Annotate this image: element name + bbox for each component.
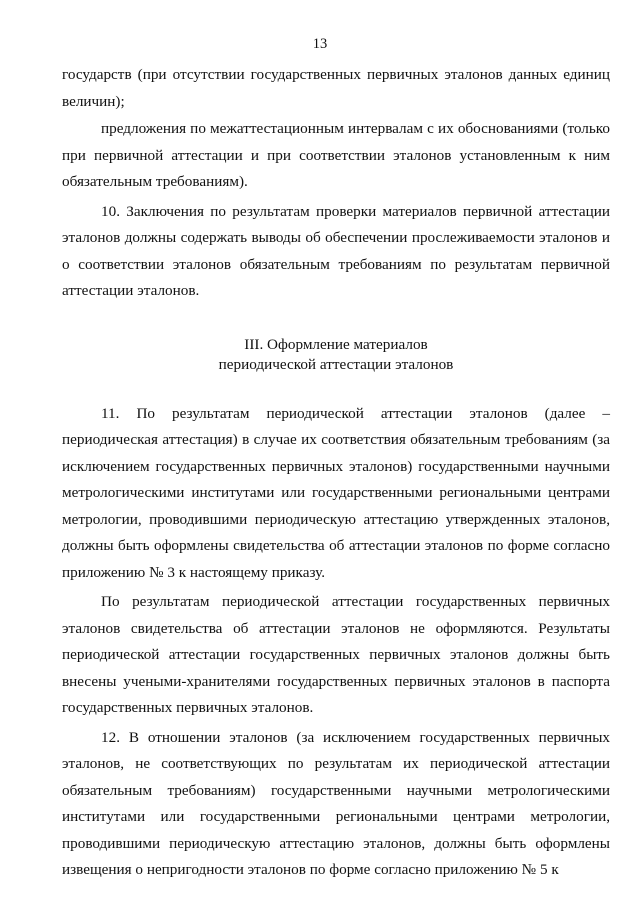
paragraph-interval-proposals: предложения по межаттестационным интервалам с их обоснованиями (только при первичной аттестации и при соответствии эталонов установленным к ним обязательным требованиям).: [62, 120, 610, 190]
paragraph-item-11: 11. По результатам периодической аттестации эталонов (далее – периодическая аттестация) в случае их соответствия обязательным требованиям (за исключением государственных первичных эталонов) государственными научными метрологическими институтами или государственными региональными центрами метрологии, проводившими периодическую аттестацию утвержденных эталонов, должны быть оформлены свидетельства об аттестации эталонов по форме согласно приложению № 3 к настоящему приказу.: [62, 404, 610, 581]
document-body: [62, 62, 610, 884]
section-heading: [62, 335, 610, 375]
page-number: 13: [312, 36, 328, 52]
section-title-line2: периодической аттестации эталонов: [218, 355, 454, 373]
paragraph-primary-standards: По результатам периодической аттестации государственных первичных эталонов свидетельства об аттестации эталонов не оформляются. Результаты периодической аттестации государственных первичных эталонов должны быть внесены учеными-хранителями государственных первичных эталонов в паспорта государственных первичных эталонов.: [62, 593, 610, 716]
paragraph-item-12: 12. В отношении эталонов (за исключением государственных первичных эталонов, не соответствующих по результатам их периодической аттестации обязательным требованиям) государственными научными метрологическими институтами или государственными региональными центрами метрологии, проводившими периодическую аттестацию эталонов, должны быть оформлены извещения о непригодности эталонов по форме согласно приложению № 5 к: [62, 728, 610, 878]
paragraph-continuation: государств (при отсутствии государственных первичных эталонов данных единиц величин);: [62, 66, 610, 110]
section-title-line1: III. Оформление материалов: [244, 335, 428, 353]
paragraph-item-10: 10. Заключения по результатам проверки материалов первичной аттестации эталонов должны содержать выводы об обеспечении прослеживаемости эталонов и о соответствии эталонов обязательным требованиям по результатам первичной аттестации эталонов.: [62, 202, 610, 299]
